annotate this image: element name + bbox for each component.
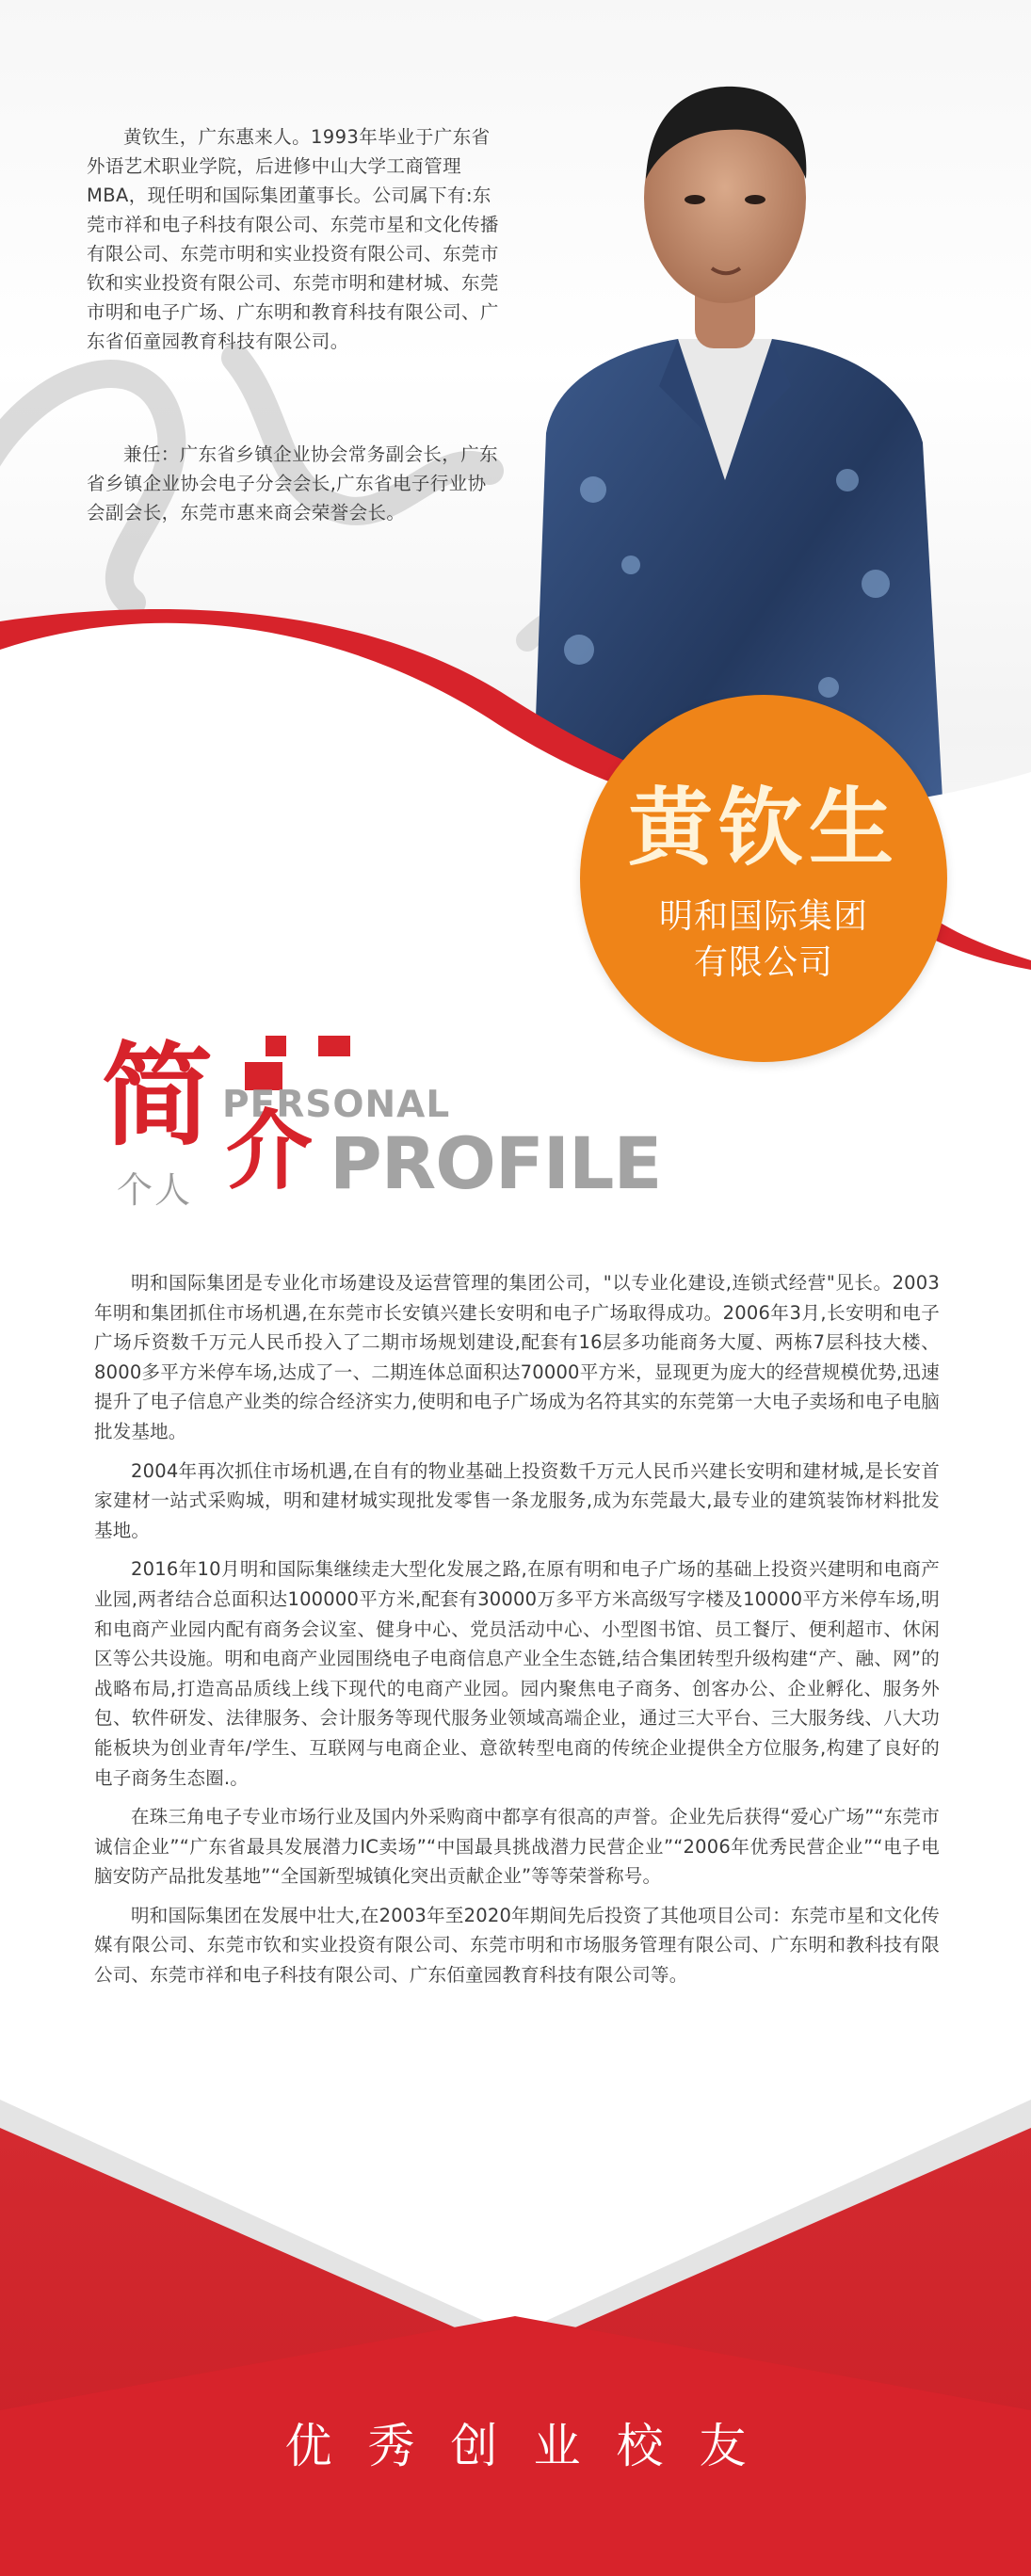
profile-paragraph: 在珠三角电子专业市场行业及国内外采购商中都享有很高的声誉。企业先后获得“爱心广场”“东莞市诚信企业”“广东省最具发展潜力IC卖场”“中国最具挑战潜力民营企业”“2006年优秀民营企业”“电子电脑安防产品批发基地”“全国新型城镇化突出贡献企业”等等荣誉称号。	[94, 1806, 940, 1888]
company-name-line-1: 明和国际集团	[658, 897, 868, 936]
profile-paragraph: 2016年10月明和国际集继续走大型化发展之路,在原有明和电子广场的基础上投资兴建明和电商产业园,两者结合总面积达100000平方米,配套有30000万多平方米高级写字楼及10000平方米停车场,明和电商产业园内配有商务会议室、健身中心、党员活动中心、小型图书馆、员工餐厅、便利超市、休闲区等公共设施。明和电商产业园围绕电子电商信息产业全生态链,结合集团转型升级构建“产、融、网”的战略布局,打造高品质线上线下现代的电商产业园。园内聚焦电子商务、创客办公、企业孵化、服务外包、软件研发、法律服务、会计服务等现代服务业领域高端企业，通过三大平台、三大服务线、八大功能板块为创业青年/学生、互联网与电商企业、意欲转型电商的传统企业提供全方位服务,构建了良好的电子商务生态圈.。	[94, 1558, 940, 1789]
footer-slogan: 优秀创业校友	[284, 2419, 782, 2473]
intro-paragraph-bio: 黄钦生，广东惠来人。1993年毕业于广东省外语艺术职业学院，后进修中山大学工商管理MBA，现任明和国际集团董事长。公司属下有:东莞市祥和电子科技有限公司、东莞市星和文化传播有限公司、东莞市明和实业投资有限公司、东莞市钦和实业投资有限公司、东莞市明和建材城、东莞市明和电子广场、广东明和教育科技有限公司、广东省佰童园教育科技有限公司。	[87, 126, 499, 352]
name-badge	[580, 695, 947, 1062]
title-char-jian: 简	[102, 1031, 214, 1161]
person-name: 黄钦生	[628, 778, 899, 877]
title-profile: PROFILE	[330, 1121, 662, 1205]
profile-paragraph: 明和国际集团是专业化市场建设及运营管理的集团公司，"以专业化建设,连锁式经营"见长。2003年明和集团抓住市场机遇,在东莞市长安镇兴建长安明和电子广场取得成功。2006年3月,长安明和电子广场斥资数千万元人民币投入了二期市场规划建设,配套有16层多功能商务大厦、两栋7层科技大楼、8000多平方米停车场,达成了一、二期连体总面积达70000平方米，显现更为庞大的经营规模优势,迅速提升了电子信息产业类的综合经济实力,使明和电子广场成为名符其实的东莞第一大电子卖场和电子电脑批发基地。	[94, 1272, 940, 1442]
profile-body	[94, 1268, 940, 2000]
title-decor-square	[318, 1036, 350, 1056]
title-personal: PERSONAL	[222, 1084, 451, 1126]
profile-paragraph: 2004年再次抓住市场机遇,在自有的物业基础上投资数千万元人民币兴建长安明和建材城,是长安首家建材一站式采购城，明和建材城实现批发零售一条龙服务,成为东莞最大,最专业的建筑装饰材料批发基地。	[94, 1459, 940, 1541]
company-name-line-2: 有限公司	[693, 943, 833, 982]
title-char-jie: 介	[226, 1101, 314, 1201]
profile-paragraph: 明和国际集团在发展中壮大,在2003年至2020年期间先后投资了其他项目公司：东莞市星和文化传媒有限公司、东莞市钦和实业投资有限公司、东莞市明和市场服务管理有限公司、广东明和教科技有限公司、东莞市祥和电子科技有限公司、广东佰童园教育科技有限公司等。	[94, 1904, 940, 1987]
title-geren: 个人	[117, 1169, 193, 1211]
intro-paragraph-positions: 兼任：广东省乡镇企业协会常务副会长，广东省乡镇企业协会电子分会会长,广东省电子行业协会副会长，东莞市惠来商会荣誉会长。	[87, 443, 499, 523]
footer-banner	[0, 2100, 1031, 2576]
title-decor-square	[266, 1036, 286, 1056]
